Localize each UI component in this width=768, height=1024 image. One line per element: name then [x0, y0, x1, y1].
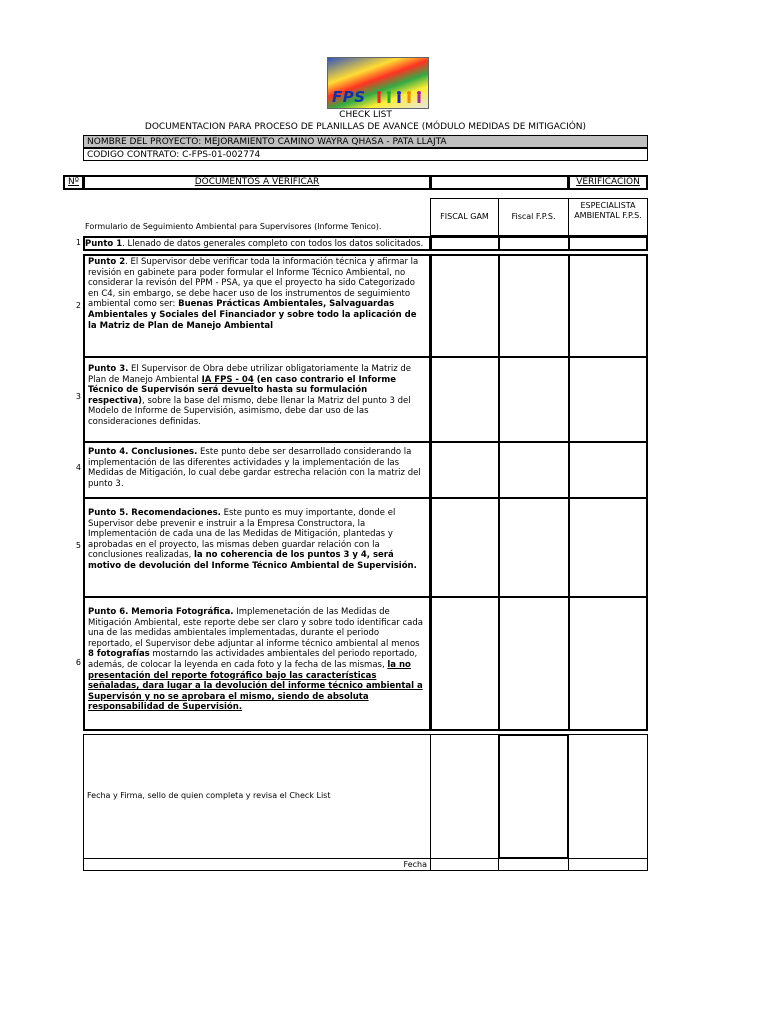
row-5-bold-end: la no coherencia de los puntos 3 y 4, será motivo de devolución del Informe Técnico Ambiental de Supervisión. — [88, 550, 417, 571]
row-6-description — [83, 596, 431, 731]
row-number: 1 — [75, 238, 81, 247]
row-6-text-2: mostarndo las actividades ambientales del periodo reportado, además, de colocar la leyenda en cada foto y la fecha de las mismas, — [88, 649, 418, 670]
row-5-especialista-cell[interactable] — [568, 497, 648, 598]
row-1-description — [83, 236, 431, 251]
date-fiscal-gam-cell[interactable] — [430, 858, 499, 871]
row-3-fiscal-gam-cell[interactable] — [430, 356, 500, 443]
row-2-fiscal-gam-cell[interactable] — [430, 254, 500, 358]
row-4-text: Este punto debe ser desarrollado considerando la implementación de las diferentes actividades y la implementación de las Medidas de Mitigación, lo cual debe gardar estrecha relación con la matriz del punto 3. — [88, 447, 421, 489]
documents-header: DOCUMENTOS A VERIFICAR — [83, 175, 431, 190]
logo-figures-icon — [374, 90, 426, 104]
row-3-text-2: , sobre la base del mismo, debe llenar la Matriz del punto 3 del Modelo de Informe de Supervisión, asimismo, debe dar uso de las consideraciones definidas. — [88, 395, 411, 427]
logo-text: FPS — [332, 88, 366, 106]
row-number: 5 — [75, 541, 81, 550]
row-1-especialista-cell[interactable] — [568, 236, 648, 251]
row-3-fiscal-fps-cell[interactable] — [498, 356, 570, 443]
row-1-fiscal-fps-cell[interactable] — [498, 236, 570, 251]
row-6-bold-mid: 8 fotografías — [88, 649, 150, 660]
fiscal-gam-header: FISCAL GAM — [430, 198, 499, 236]
row-2-fiscal-fps-cell[interactable] — [498, 254, 570, 358]
project-name: NOMBRE DEL PROYECTO: MEJORAMIENTO CAMINO WAYRA QHASA - PATA LLAJTA — [83, 135, 648, 148]
row-3-bold-mid: (en caso contrario el Informe Técnico de Supervisón será devuelto hasta su formulación respectiva) — [88, 374, 397, 406]
row-2-especialista-cell[interactable] — [568, 254, 648, 358]
contract-code: CODIGO CONTRATO: C-FPS-01-002774 — [83, 148, 648, 161]
num-header: Nº — [63, 175, 84, 190]
row-6-bold: Punto 6. Memoria Fotográfica. — [88, 607, 234, 617]
row-3-description — [83, 356, 431, 443]
row-number: 3 — [75, 392, 81, 401]
row-5-fiscal-fps-cell[interactable] — [498, 497, 570, 598]
verification-blank-header — [430, 175, 569, 190]
row-2-bold-end: Buenas Prácticas Ambientales, Salvaguardas Ambientales y Sociales del Financiador y sobre todo la aplicación de la Matriz de Plan de Manejo Ambiental — [88, 299, 417, 331]
page-subtitle: DOCUMENTACION PARA PROCESO DE PLANILLAS DE AVANCE (MÓDULO MEDIDAS DE MITIGACIÓN) — [144, 122, 587, 132]
date-fiscal-fps-cell[interactable] — [498, 858, 569, 871]
signature-fiscal-gam-cell[interactable] — [430, 734, 499, 859]
row-number: 4 — [75, 463, 81, 472]
row-6-fiscal-gam-cell[interactable] — [430, 596, 500, 731]
row-number: 6 — [75, 658, 81, 667]
row-1-text: . Llenado de datos generales completo con todos los datos solicitados. — [122, 239, 424, 249]
page-title: CHECK LIST — [339, 110, 392, 120]
row-2-description — [83, 254, 431, 358]
row-2-text: . El Supervisor debe verificar toda la información técnica y afirmar la revisión en gabinete para poder formular el Informe Técnico Ambiental, no considerar la revisón del PPM - PSA, ya que el proyecto ha sido Categorizado en C4, sin embargo, se debe hacer uso de los instrumentos de seguimiento ambiental como ser: — [88, 257, 419, 310]
row-2-bold: Punto 2 — [88, 257, 126, 267]
row-5-text: Este punto es muy importante, donde el Supervisor debe prevenir e instruir a la Empresa Constructora, la Implementación de cada una de las Medidas de Mitigación, plantedas y aprobadas en el proyecto, las mismas deben guardar relación con la conclusiones realizadas, — [88, 508, 396, 561]
date-especialista-cell[interactable] — [568, 858, 648, 871]
fps-logo — [327, 57, 429, 109]
signature-especialista-cell[interactable] — [568, 734, 648, 859]
row-1-fiscal-gam-cell[interactable] — [430, 236, 500, 251]
fiscal-fps-header: Fiscal F.P.S. — [498, 198, 569, 236]
row-5-bold: Punto 5. Recomendaciones. — [88, 508, 221, 518]
form-title: Formulario de Seguimiento Ambiental para Supervisores (Informe Tenico). — [85, 222, 382, 231]
row-6-especialista-cell[interactable] — [568, 596, 648, 731]
row-3-bold: Punto 3. — [88, 364, 129, 374]
row-3-especialista-cell[interactable] — [568, 356, 648, 443]
row-6-fiscal-fps-cell[interactable] — [498, 596, 570, 731]
row-5-fiscal-gam-cell[interactable] — [430, 497, 500, 598]
row-3-form-ref: IA FPS - 04 — [201, 374, 254, 385]
especialista-header: ESPECIALISTA AMBIENTAL F.P.S. — [568, 198, 648, 236]
verification-header: VERIFICACION — [568, 175, 648, 190]
row-3-text-1: El Supervisor de Obra debe utrilizar obligatoriamente la Matriz de Plan de Manejo Ambiental — [88, 364, 412, 385]
row-6-bold-underlined: la no presentación del reporte fotográfico bajo las características señaladas, dara lugar a la devolución del informe técnico ambiental a Supervisón y no se aprobara el mismo, siendo de absoluta responsabilidad de Supervisión. — [88, 659, 423, 713]
row-4-bold: Punto 4. Conclusiones. — [88, 447, 198, 457]
row-number: 2 — [75, 301, 81, 310]
signature-label: Fecha y Firma, sello de quien completa y revisa el Check List — [83, 734, 431, 859]
row-4-fiscal-gam-cell[interactable] — [430, 441, 500, 499]
row-4-description — [83, 441, 431, 499]
row-6-text-1: Implemenetación de las Medidas de Mitigación Ambiental, este reporte debe ser claro y sobre todo identificar cada una de las medidas ambientales implementadas, durante el periodo reportado, el Supervisor debe adjuntar al informe técnico ambiental al menos — [88, 607, 423, 649]
row-5-description — [83, 497, 431, 598]
row-4-fiscal-fps-cell[interactable] — [498, 441, 570, 499]
signature-fiscal-fps-cell[interactable] — [498, 734, 569, 859]
row-1-bold: Punto 1 — [85, 239, 123, 249]
row-4-especialista-cell[interactable] — [568, 441, 648, 499]
date-label: Fecha — [83, 858, 431, 871]
